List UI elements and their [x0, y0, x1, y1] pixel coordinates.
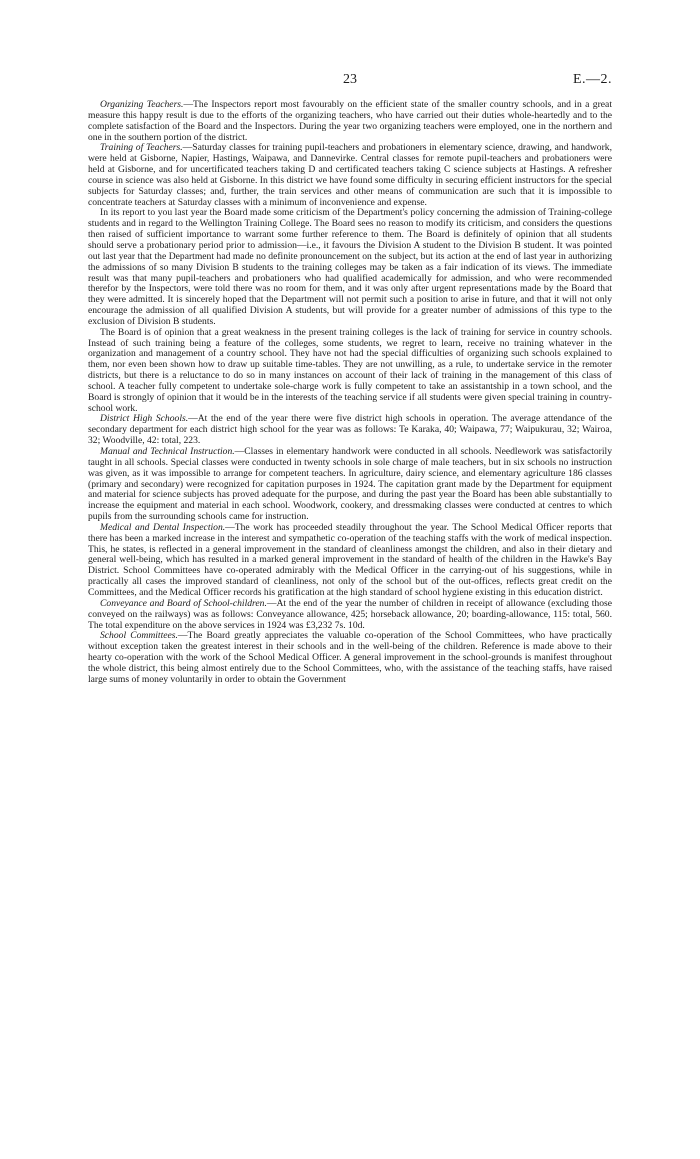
- section-heading: School Committees.: [100, 630, 178, 642]
- paragraph-text: —At the end of the year the number of children in receipt of allowance (excluding those conveyed on the railways) was as follows: Conveyance allowance, 425; horseback allowance, 20; boarding-allowance, 115: total, 560. The total expenditure on the above services in 1924 was £3,232 7s. 10d.: [88, 597, 612, 631]
- paragraph-text: —The work has proceeded steadily throughout the year. The School Medical Officer reports that there has been a marked increase in the interest and sympathetic co-operation of the teaching staffs with the work of medical inspection. This, he states, is reflected in a general improvement in the standard of cleanliness amongst the children, and also in their dietary and general well-being, which has resulted in a marked general improvement in the standard of health of the children in the Hawke's Bay District. School Committees have co-operated admirably with the Medical Officer in the carrying-out of his suggestions, while in practically all cases the improved standard of cleanliness, not only of the school but of the out-offices, reflects great credit on the Committees, and the Medical Officer records his gratification at the high standard of school hygiene existing in this education district.: [88, 521, 612, 598]
- paragraph-text: In its report to you last year the Board made some criticism of the Department's policy concerning the admission of Training-college students and in regard to the Wellington Training College. The Board sees no reason to modify its criticism, and considers the questions then raised of sufficient importance to warrant some further reference to them. The Board is definitely of opinion that all students should serve a probationary period prior to admission—i.e., it favours the Division A student to the Division B student. It was pointed out last year that the Department had made no definite pronouncement on the subject, but its action at the end of last year in authorizing the admissions of so many Division B students to the training colleges may be taken as a fair indication of its views. The immediate result was that many pupil-teachers and probationers who had qualified academically for admission, and who were recommended therefor by the Inspectors, were told there was no room for them, and it was only after urgent representations made by the Board that they were admitted. It is sincerely hoped that the Department will not permit such a position to arise in future, and that it will not only encourage the admission of all qualified Division A students, but will provide for a greater number of admissions of this type to the exclusion of Division B students.: [88, 207, 612, 327]
- paragraph-district-high-schools: [88, 414, 612, 447]
- paragraph-training-college-policy: [88, 208, 612, 327]
- paragraph-medical-dental-inspection: [88, 523, 612, 599]
- section-heading: Medical and Dental Inspection.: [100, 521, 226, 533]
- section-heading: Conveyance and Board of School-children.: [100, 597, 267, 609]
- paragraph-text: —The Inspectors report most favourably on the efficient state of the smaller country schools, and in a great measure this happy result is due to the efforts of the organizing teachers, who have carried out their duties whole-heartedly and to the complete satisfaction of the Board and the Inspectors. During the year two organizing teachers were employed, one in the northern and one in the southern portion of the district.: [88, 99, 612, 143]
- document-code: E.—2.: [572, 72, 612, 87]
- body-text: [88, 100, 612, 686]
- paragraph-text: —Classes in elementary handwork were conducted in all schools. Needlework was satisfactorily taught in all schools. Special classes were conducted in twenty schools in sole charge of male teachers, but in six schools no instruction was given, as it was impossible to arrange for competent teachers. In agriculture, dairy science, and elementary agriculture 186 classes (primary and secondary) were recognized for capitation purposes in 1924. The capitation grant made by the Department for equipment and material for science subjects has proved adequate for the purpose, and during the past year the Board has been able substantially to increase the equipment and material in each school. Woodwork, cookery, and dressmaking classes were conducted at centres to which pupils from the surrounding schools came for instruction.: [88, 446, 612, 523]
- section-heading: Organizing Teachers.: [100, 99, 184, 110]
- section-heading: Training of Teachers.: [100, 142, 183, 154]
- paragraph-text: The Board is of opinion that a great weakness in the present training colleges is the lack of training for service in country schools. Instead of such training being a feature of the colleges, some students, we regret to learn, receive no training whatever in the organization and management of a country school. They have not had the special difficulties of organizing such schools explained to them, nor even been shown how to draw up suitable time-tables. They are not unwilling, as a rule, to undertake service in the remoter districts, but there is a reluctance to do so in many instances on account of their lack of training in the management of this class of school. A teacher fully competent to undertake sole-charge work is fully competent to take an assistantship in a town school, and the Board is strongly of opinion that it would be in the interests of the teaching service if all students were given special training in country-school work.: [88, 326, 612, 414]
- paragraph-conveyance-board: [88, 599, 612, 632]
- paragraph-school-committees: [88, 631, 612, 685]
- section-heading: District High Schools.: [100, 413, 189, 425]
- page-header: [88, 72, 612, 90]
- section-heading: Manual and Technical Instruction.: [100, 446, 235, 457]
- paragraph-text: —Saturday classes for training pupil-teachers and probationers in elementary science, drawing, and handwork, were held at Gisborne, Napier, Hastings, Waipawa, and Dannevirke. Central classes for remote pupil-teachers and probationers were held at Gisborne, and for uncertificated teachers taking D and certificated teachers taking C science subjects at Hastings. A refresher course in science was also held at Gisborne. In this district we have found some difficulty in securing efficient instructors for the special subjects for Saturday classes; and, further, the train services and other means of communication are such that it is impossible to concentrate teachers at Saturday classes with a minimum of inconvenience and expense.: [88, 142, 612, 208]
- paragraph-training-of-teachers: [88, 143, 612, 208]
- paragraph-country-school-training: [88, 328, 612, 415]
- paragraph-organizing-teachers: [88, 100, 612, 143]
- paragraph-text: —At the end of the year there were five district high schools in operation. The average attendance of the secondary department for each district high school for the year was as follows: Te Karaka, 40; Waipawa, 77; Waipukurau, 32; Wairoa, 32; Woodville, 42: total, 223.: [88, 413, 612, 447]
- page-number: 23: [343, 72, 357, 87]
- paragraph-text: —The Board greatly appreciates the valuable co-operation of the School Committees, who have practically without exception taken the greatest interest in their schools and in the well-being of the children. Reference is made above to their hearty co-operation with the work of the School Medical Officer. A general improvement in the school-grounds is manifest throughout the whole district, this being almost entirely due to the School Committees, who, with the assistance of the teaching staffs, have raised large sums of money voluntarily in order to obtain the Government: [88, 630, 612, 685]
- paragraph-manual-technical-instruction: [88, 447, 612, 523]
